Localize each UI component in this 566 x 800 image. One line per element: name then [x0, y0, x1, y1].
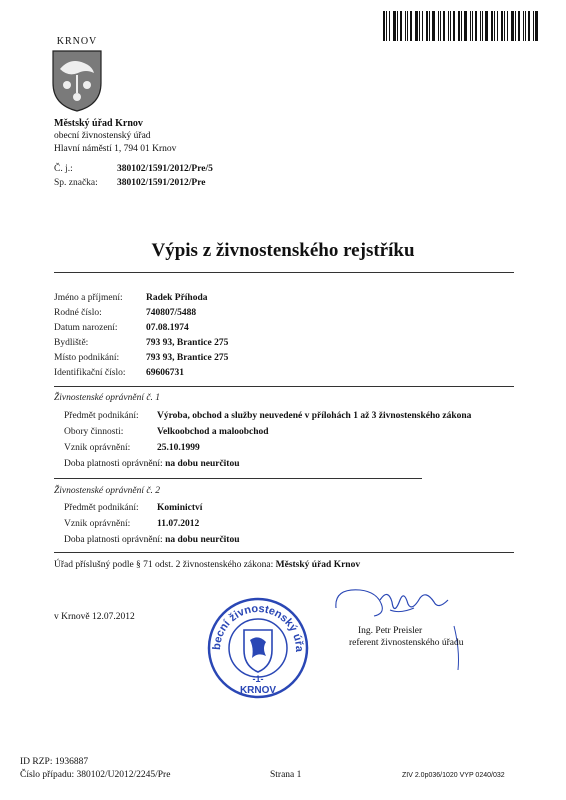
- authority-address: Hlavní náměstí 1, 794 01 Krnov: [54, 144, 177, 154]
- license1-start-value: 25.10.1999: [157, 443, 200, 453]
- competent-office-note: [54, 560, 360, 570]
- name-label: Jméno a příjmení:: [54, 293, 123, 303]
- name-value: Radek Příhoda: [146, 293, 208, 303]
- license1-heading: Živnostenské oprávnění č. 1: [54, 393, 161, 403]
- stamp-mark: -1-: [252, 674, 264, 684]
- authority-name: Městský úřad Krnov: [54, 118, 143, 129]
- authority-department: obecní živnostenský úřad: [54, 131, 151, 141]
- stamp-ring-text: becní živnostenský úřa: [210, 602, 306, 653]
- footer-form-code: ZIV 2.0p036/1020 VYP 0240/032: [402, 772, 505, 779]
- license2-validity-value: na dobu neurčitou: [165, 535, 240, 545]
- license2-start-value: 11.07.2012: [157, 519, 200, 529]
- footer-page-number: Strana 1: [270, 770, 302, 780]
- license1-validity-label: Doba platnosti oprávnění:: [64, 459, 163, 469]
- license1-fields-label: Obory činnosti:: [64, 427, 124, 437]
- section-divider-2: [54, 478, 422, 479]
- license1-validity-value: na dobu neurčitou: [165, 459, 240, 469]
- signatory-name: Ing. Petr Preisler: [358, 626, 423, 636]
- cj-value: 380102/1591/2012/Pre/5: [117, 164, 213, 174]
- sp-label: Sp. značka:: [54, 178, 98, 188]
- license1-validity: [64, 459, 240, 469]
- ico-label: Identifikační číslo:: [54, 368, 126, 378]
- license1-fields-value: Velkoobchod a maloobchod: [157, 427, 269, 437]
- section-divider-1: [54, 386, 514, 387]
- footer-id-rzp: ID RZP: 1936887: [20, 757, 89, 767]
- place-date: v Krnově 12.07.2012: [54, 612, 135, 622]
- town-crest: [50, 36, 104, 116]
- section-divider-3: [54, 552, 514, 553]
- license2-subject-value: Kominictví: [157, 503, 203, 513]
- coat-of-arms-icon: [50, 49, 104, 113]
- handwritten-signature: [330, 580, 470, 670]
- rc-value: 740807/5488: [146, 308, 197, 318]
- dob-value: 07.08.1974: [146, 323, 189, 333]
- business-place-label: Místo podnikání:: [54, 353, 120, 363]
- license2-heading: Živnostenské oprávnění č. 2: [54, 486, 161, 496]
- dob-label: Datum narození:: [54, 323, 118, 333]
- competent-office-text: Úřad příslušný podle § 71 odst. 2 živnostenského zákona:: [54, 560, 274, 570]
- ico-value: 69606731: [146, 368, 184, 378]
- license1-subject-value: Výroba, obchod a služby neuvedené v přílohách 1 až 3 živnostenského zákona: [157, 411, 472, 421]
- stamp-bottom-text: KRNOV: [239, 685, 277, 696]
- license1-subject-label: Předmět podnikání:: [64, 411, 139, 421]
- signatory-role: referent živnostenského úřadu: [349, 638, 464, 648]
- crest-town-name: KRNOV: [56, 36, 98, 47]
- barcode: [383, 11, 543, 41]
- competent-office-name: Městský úřad Krnov: [275, 560, 361, 570]
- business-place-value: 793 93, Brantice 275: [146, 353, 229, 363]
- license1-start-label: Vznik oprávnění:: [64, 443, 131, 453]
- footer-case-number: Číslo případu: 380102/U2012/2245/Pre: [20, 770, 171, 780]
- title-divider: [54, 272, 514, 273]
- document-title: Výpis z živnostenského rejstříku: [151, 240, 415, 261]
- residence-value: 793 93, Brantice 275: [146, 338, 229, 348]
- residence-label: Bydliště:: [54, 338, 89, 348]
- cj-label: Č. j.:: [54, 164, 73, 174]
- license2-start-label: Vznik oprávnění:: [64, 519, 131, 529]
- license2-validity-label: Doba platnosti oprávnění:: [64, 535, 163, 545]
- sp-value: 380102/1591/2012/Pre: [117, 178, 206, 188]
- official-stamp: [204, 596, 312, 700]
- license2-validity: [64, 535, 240, 545]
- rc-label: Rodné číslo:: [54, 308, 102, 318]
- license2-subject-label: Předmět podnikání:: [64, 503, 139, 513]
